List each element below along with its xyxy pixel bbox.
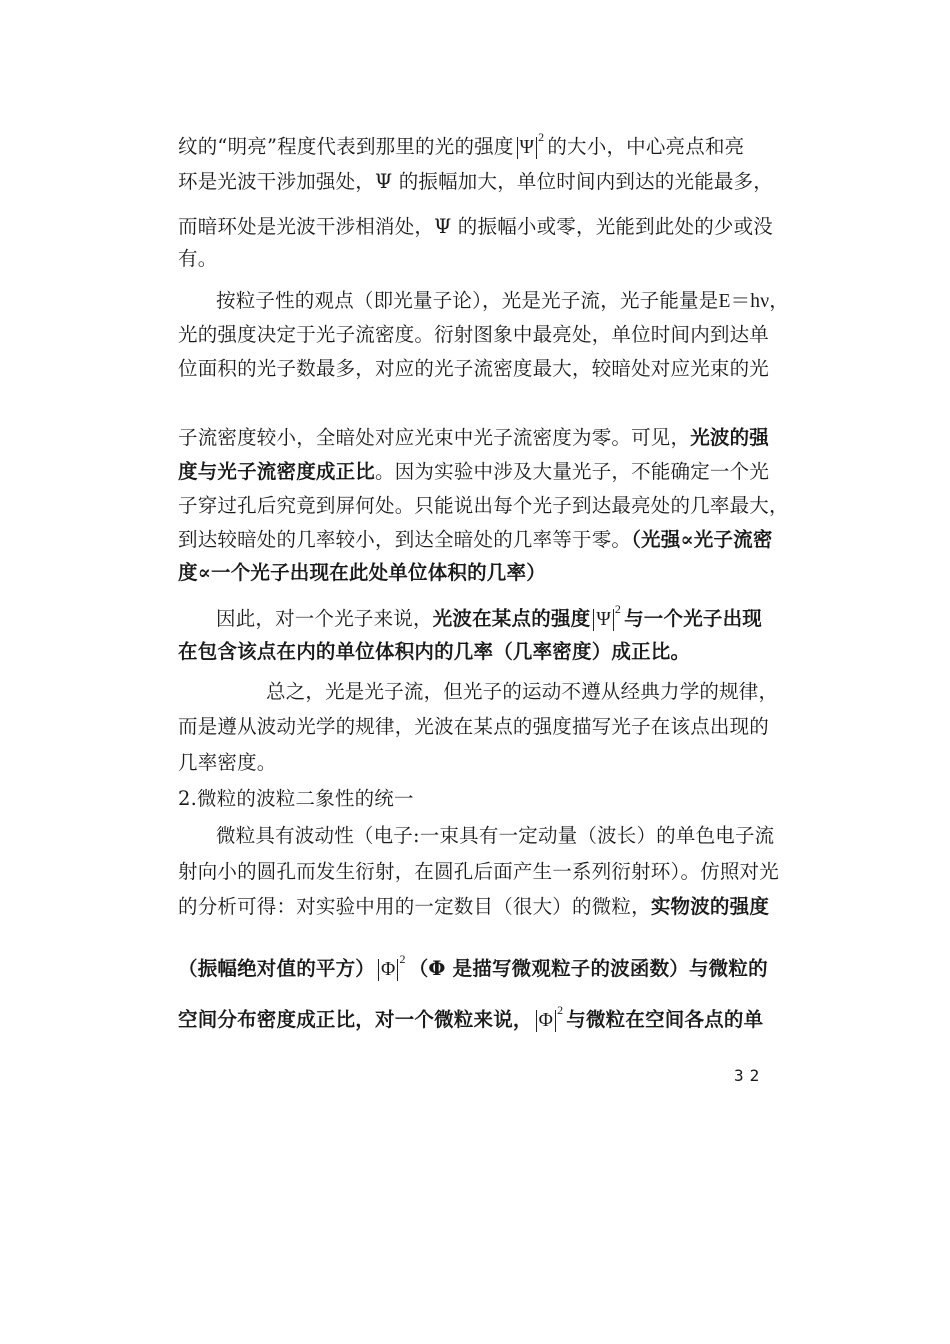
text-line	[178, 525, 773, 555]
section-heading: 2.微粒的波粒二象性的统一	[178, 787, 414, 810]
text-line	[178, 995, 764, 1035]
psi-abs: Ψ	[517, 137, 538, 159]
bold-span: 光波的强	[690, 426, 770, 449]
exponent: 2	[557, 1003, 564, 1017]
text-span: ，	[769, 289, 789, 312]
text-span: 因此，对一个光子来说，	[216, 607, 433, 630]
text-line	[178, 122, 758, 162]
energy-formula: E＝hν	[718, 291, 770, 312]
exponent: 2	[538, 130, 545, 144]
text-line: 在包含该点在内的单位体积内的几率（几率密度）成正比。	[178, 640, 691, 663]
text-line	[216, 594, 763, 634]
text-line: 总之，光是光子流，但光子的运动不遵从经典力学的规律，	[266, 680, 779, 703]
text-line	[178, 457, 770, 487]
bold-span: 实物波的强度	[650, 895, 770, 918]
text-line: 环是光波干涉加强处，Ψ 的振幅加大，单位时间内到达的光能最多，	[178, 170, 773, 193]
text-line	[216, 286, 789, 317]
page-number: 32	[734, 1066, 766, 1085]
bold-span: （光强∝光子流密	[631, 528, 773, 551]
text-line: 位面积的光子数最多，对应的光子流密度最大，较暗处对应光束的光	[178, 357, 770, 380]
text-line	[178, 944, 768, 984]
phi-abs: Φ	[536, 1010, 556, 1032]
text-span: 的大小，中心亮点和亮	[547, 135, 745, 158]
bold-span: 度与光子流密度成正比	[178, 460, 376, 483]
text-line: 有。	[178, 247, 218, 270]
bold-span: 空间分布密度成正比，对一个微粒来说，	[178, 1008, 533, 1031]
text-span: 子流密度较小，全暗处对应光束中光子流密度为零。可见，	[178, 426, 691, 449]
phi-abs: Φ	[378, 959, 398, 981]
exponent: 2	[614, 602, 622, 616]
bold-span: 光波在某点的强度	[432, 607, 591, 630]
bold-span: 与一个光子出现	[624, 607, 763, 630]
text-line: 微粒具有波动性（电子:一束具有一定动量（波长）的单色电子流	[216, 824, 775, 847]
bold-span: （振幅绝对值的平方）	[178, 957, 376, 980]
text-span: 的分析可得：对实验中用的一定数目（很大）的微粒，	[178, 895, 651, 918]
text-line: 而暗环处是光波干涉相消处，Ψ 的振幅小或零，光能到此处的少或没	[178, 215, 773, 238]
text-span: 按粒子性的观点（即光量子论），光是光子流，光子能量是	[216, 289, 719, 312]
bold-span: 与微粒在空间各点的单	[566, 1008, 764, 1031]
text-line: 光的强度决定于光子流密度。衍射图象中最亮处，单位时间内到达单	[178, 323, 770, 346]
text-line	[178, 892, 770, 922]
text-span: 到达较暗处的几率较小，到达全暗处的几率等于零。	[178, 528, 632, 551]
text-line: 射向小的圆孔而发生衍射，在圆孔后面产生一系列衍射环）。仿照对光	[178, 860, 779, 883]
exponent: 2	[399, 952, 406, 966]
text-line: 子穿过孔后究竟到屏何处。只能说出每个光子到达最亮处的几率最大，	[178, 494, 789, 517]
text-line: 而是遵从波动光学的规律，光波在某点的强度描写光子在该点出现的	[178, 715, 770, 738]
text-line: 几率密度。	[178, 751, 277, 774]
text-span: 纹的“明亮”程度代表到那里的光的强度	[178, 135, 514, 158]
psi-abs: Ψ	[593, 609, 614, 631]
text-line	[178, 423, 770, 453]
text-span: 。因为实验中涉及大量光子，不能确定一个光	[375, 460, 770, 483]
bold-span: （Φ 是描写微观粒子的波函数）与微粒的	[408, 957, 768, 980]
text-line: 度∝一个光子出现在此处单位体积的几率）	[178, 561, 546, 584]
